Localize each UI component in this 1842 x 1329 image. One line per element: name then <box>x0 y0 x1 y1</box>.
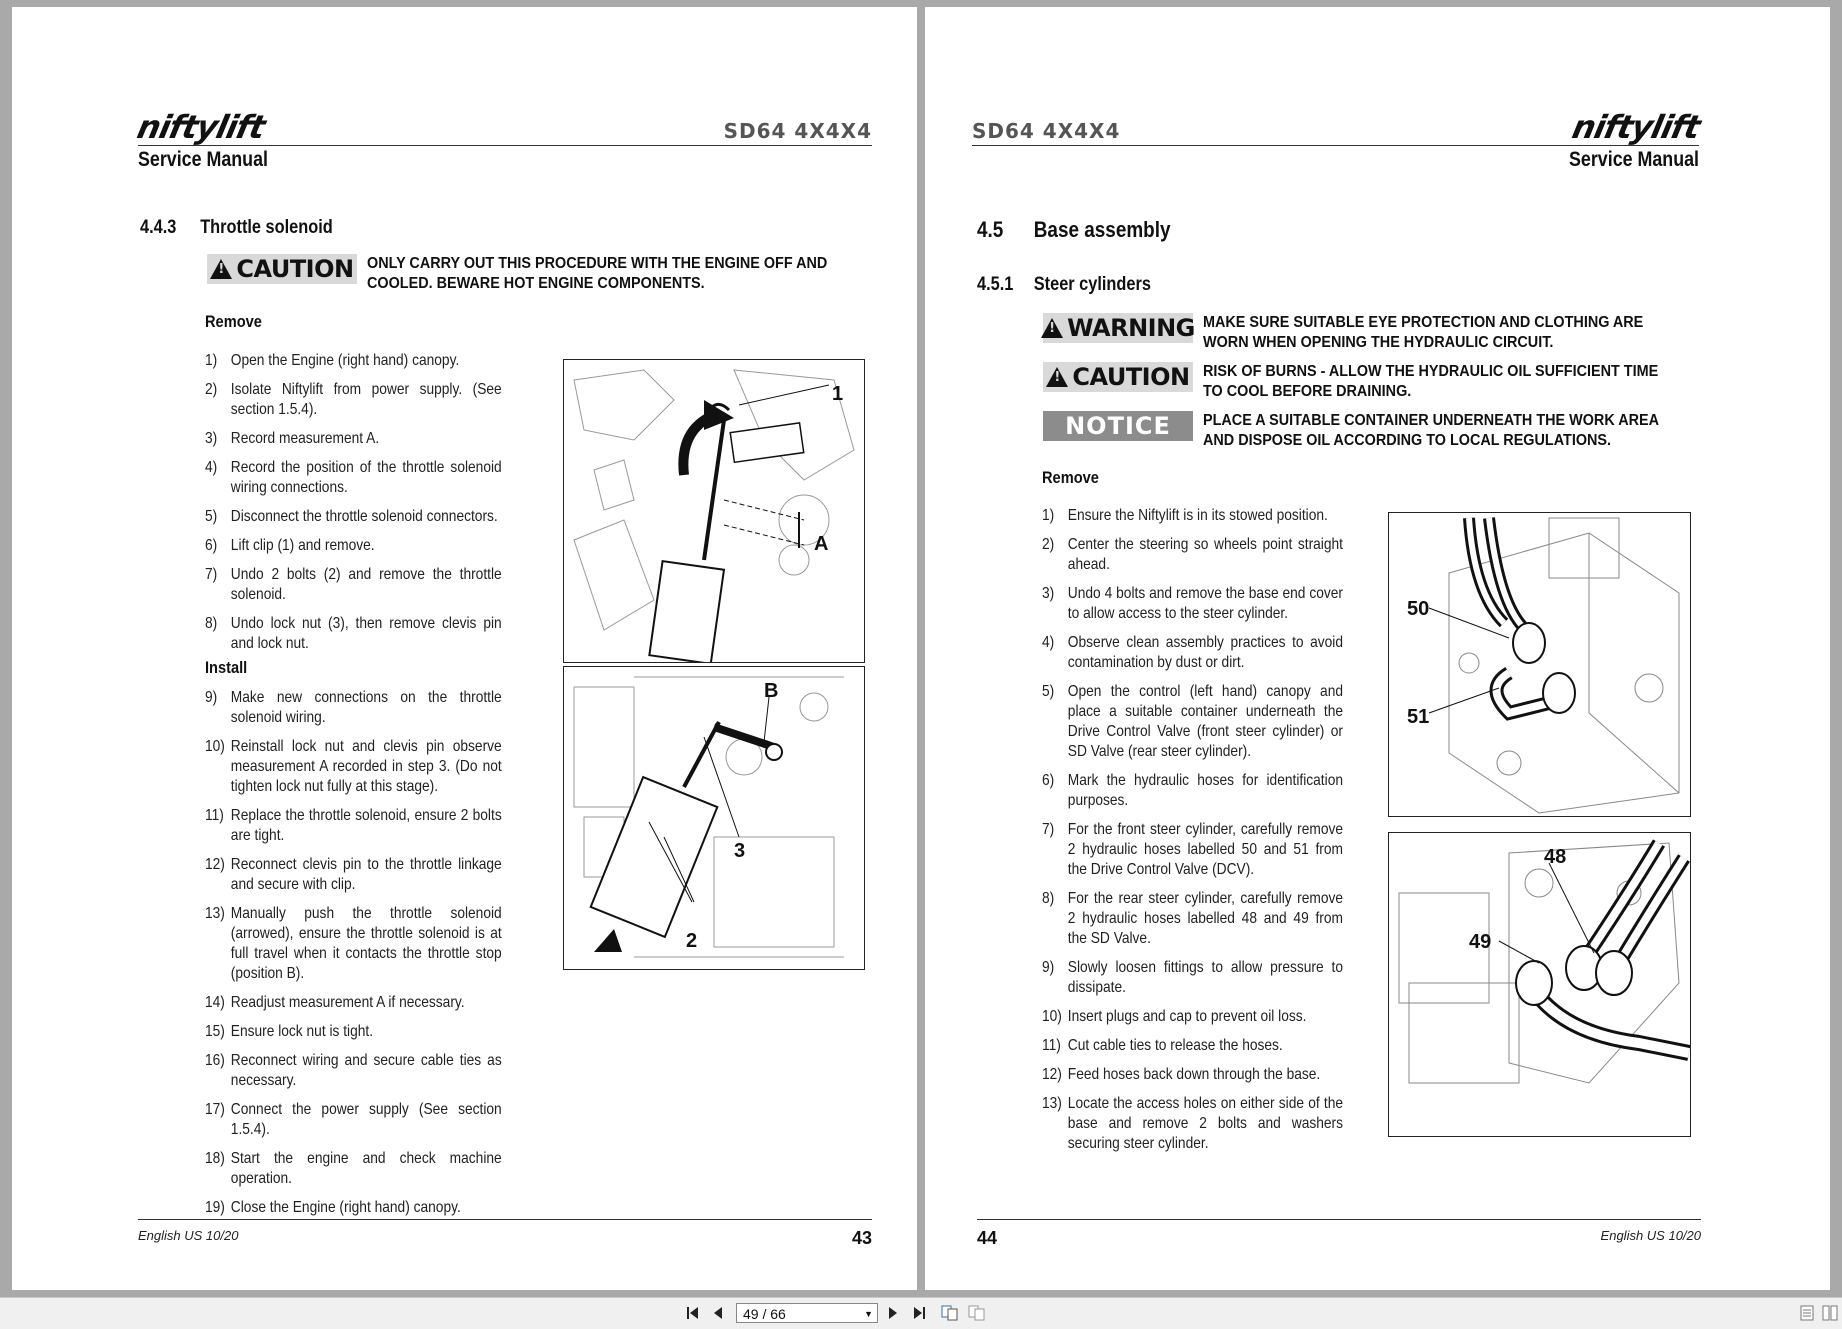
first-page-button[interactable] <box>684 1304 702 1322</box>
warning-text: MAKE SURE SUITABLE EYE PROTECTION AND CLOTHING ARE WORN WHEN OPENING THE HYDRAULIC CIRCUIT. <box>1203 314 1644 351</box>
step-item <box>1042 584 1343 624</box>
step-number: 19) <box>205 1199 225 1216</box>
step-item <box>1042 1007 1343 1027</box>
step-item <box>205 806 502 846</box>
step-text: Open the Engine (right hand) canopy. <box>230 352 460 369</box>
step-item <box>1042 1036 1343 1056</box>
step-text: Open the control (left hand) canopy and place a suitable container underneath the Drive Control Valve (front steer cylinder) or SD Valve (rear steer cylinder). <box>1067 683 1343 760</box>
callout-51: 51 <box>1407 706 1430 728</box>
step-item <box>205 904 502 984</box>
next-page-icon <box>887 1306 899 1320</box>
step-number: 18) <box>205 1150 225 1167</box>
step-text: Record the position of the throttle solenoid wiring connections. <box>230 459 502 496</box>
two-page-view-icon <box>941 1305 959 1321</box>
step-item <box>205 614 502 654</box>
step-item <box>205 1022 502 1042</box>
section-number: 4.4.3 <box>140 217 177 238</box>
step-number: 13) <box>1042 1095 1062 1112</box>
callout-3: 3 <box>734 840 746 862</box>
caution-text: ONLY CARRY OUT THIS PROCEDURE WITH THE ENGINE OFF AND COOLED. BEWARE HOT ENGINE COMPONENTS. <box>367 255 828 292</box>
step-number: 15) <box>205 1023 225 1040</box>
step-text: Record measurement A. <box>230 430 380 447</box>
page-number: 44 <box>977 1228 998 1248</box>
steer-cylinder-dcv-figure <box>1388 512 1691 817</box>
step-number: 12) <box>205 856 225 873</box>
step-item <box>205 688 502 728</box>
step-text: Connect the power supply (See section 1.5.4). <box>230 1101 502 1138</box>
step-item <box>205 536 502 556</box>
next-page-button[interactable] <box>884 1304 902 1322</box>
callout-48: 48 <box>1544 846 1567 868</box>
page-header <box>133 107 872 172</box>
notice-box <box>1043 411 1723 451</box>
step-text: Undo 2 bolts (2) and remove the throttle solenoid. <box>230 566 502 603</box>
callout-2: 2 <box>686 930 698 952</box>
step-number: 8) <box>1042 890 1055 907</box>
single-page-view-button[interactable] <box>1798 1304 1816 1322</box>
step-item <box>1042 682 1343 762</box>
section-title: Base assembly <box>1033 217 1171 242</box>
step-text: Make new connections on the throttle solenoid wiring. <box>230 689 502 726</box>
footer-language: English US 10/20 <box>1600 1228 1701 1243</box>
step-item <box>1042 1094 1343 1154</box>
step-number: 14) <box>205 994 225 1011</box>
pages-icon <box>1822 1305 1838 1321</box>
step-text: Ensure lock nut is tight. <box>230 1023 374 1040</box>
remove-steps-list <box>1042 506 1343 1163</box>
step-item <box>1042 1065 1343 1085</box>
caution-text: RISK OF BURNS - ALLOW THE HYDRAULIC OIL SUFFICIENT TIME TO COOL BEFORE DRAINING. <box>1203 363 1659 400</box>
step-number: 2) <box>1042 536 1055 553</box>
step-text: Reconnect wiring and secure cable ties as necessary. <box>230 1052 502 1089</box>
step-item <box>1042 820 1343 880</box>
model-title: SD64 4X4X4 <box>972 119 1121 143</box>
page-header <box>972 107 1704 172</box>
step-item <box>205 351 502 371</box>
step-text: Isolate Niftylift from power supply. (See section 1.5.4). <box>230 381 502 418</box>
install-steps-list <box>205 688 502 1227</box>
step-number: 3) <box>1042 585 1055 602</box>
page-43 <box>12 7 917 1290</box>
step-text: Center the steering so wheels point straight ahead. <box>1067 536 1343 573</box>
section-heading <box>977 217 1171 243</box>
step-text: Slowly loosen fittings to allow pressure to dissipate. <box>1067 959 1343 996</box>
step-text: For the front steer cylinder, carefully remove 2 hydraulic hoses labelled 50 and 51 from the Drive Control Valve (DCV). <box>1067 821 1343 878</box>
step-text: Locate the access holes on either side of the base and remove 2 bolts and washers securing steer cylinder. <box>1067 1095 1343 1152</box>
step-item <box>205 1100 502 1140</box>
caution-box <box>1043 362 1723 402</box>
warning-triangle-icon <box>210 259 232 279</box>
footer-language: English US 10/20 <box>138 1228 239 1243</box>
subsection-number: 4.5.1 <box>977 274 1014 295</box>
step-number: 4) <box>1042 634 1055 651</box>
steer-cylinder-sd-valve-figure <box>1388 832 1691 1137</box>
step-text: For the rear steer cylinder, carefully remove 2 hydraulic hoses labelled 48 and 49 from the SD Valve. <box>1067 890 1343 947</box>
chevron-down-icon: ▼ <box>864 1309 873 1319</box>
caution-badge: ! CAUTION <box>1043 362 1193 392</box>
callout-49: 49 <box>1469 931 1492 953</box>
step-number: 6) <box>205 537 218 554</box>
step-number: 9) <box>1042 959 1055 976</box>
facing-pages-view-button[interactable] <box>1821 1304 1839 1322</box>
page-footer <box>977 1219 1701 1249</box>
step-number: 4) <box>205 459 218 476</box>
step-item <box>1042 771 1343 811</box>
step-text: Ensure the Niftylift is in its stowed position. <box>1067 507 1328 524</box>
step-number: 10) <box>1042 1008 1062 1025</box>
warning-box <box>1043 313 1723 353</box>
step-number: 9) <box>205 689 218 706</box>
remove-heading: Remove <box>205 312 262 331</box>
throttle-solenoid-figure-2 <box>563 666 865 970</box>
step-item <box>1042 958 1343 998</box>
warning-triangle-icon <box>1046 367 1068 387</box>
step-item <box>205 507 502 527</box>
last-page-button[interactable] <box>910 1304 928 1322</box>
step-text: Insert plugs and cap to prevent oil loss. <box>1067 1008 1307 1025</box>
step-text: Observe clean assembly practices to avoid contamination by dust or dirt. <box>1067 634 1343 671</box>
first-page-icon <box>686 1306 700 1320</box>
step-number: 13) <box>205 905 225 922</box>
step-text: Replace the throttle solenoid, ensure 2 bolts are tight. <box>230 807 502 844</box>
warning-badge: ! WARNING <box>1043 313 1193 343</box>
step-item <box>205 737 502 797</box>
step-text: Close the Engine (right hand) canopy. <box>230 1199 461 1216</box>
step-number: 5) <box>205 508 218 525</box>
install-heading: Install <box>205 658 248 677</box>
service-manual-title: Service Manual <box>1569 148 1699 171</box>
step-number: 1) <box>1042 507 1055 524</box>
step-text: Lift clip (1) and remove. <box>230 537 375 554</box>
previous-page-icon <box>712 1306 724 1320</box>
step-item <box>205 1198 502 1218</box>
callout-50: 50 <box>1407 598 1430 620</box>
page-icon <box>1800 1305 1814 1321</box>
subsection-heading <box>977 274 1151 296</box>
page-number-select[interactable]: 49 / 66 ▼ <box>736 1303 878 1323</box>
subsection-title: Steer cylinders <box>1033 274 1151 295</box>
page-44 <box>925 7 1830 1290</box>
page-number: 43 <box>851 1228 872 1248</box>
section-number: 4.5 <box>977 217 1004 242</box>
step-number: 7) <box>205 566 218 583</box>
callout-a: A <box>814 533 829 555</box>
step-text: Mark the hydraulic hoses for identification purposes. <box>1067 772 1343 809</box>
step-number: 11) <box>1042 1037 1061 1054</box>
continuous-view-button[interactable] <box>968 1304 986 1322</box>
viewer-toolbar <box>0 1297 1842 1329</box>
section-title: Throttle solenoid <box>200 217 333 238</box>
step-text: Undo lock nut (3), then remove clevis pin and lock nut. <box>230 615 502 652</box>
remove-steps-list <box>205 351 502 663</box>
two-page-view-button[interactable] <box>941 1304 959 1322</box>
step-text: Cut cable ties to release the hoses. <box>1067 1037 1283 1054</box>
step-item <box>205 1051 502 1091</box>
service-manual-title: Service Manual <box>138 148 268 171</box>
step-item <box>1042 506 1343 526</box>
step-item <box>1042 633 1343 673</box>
step-item <box>205 429 502 449</box>
step-number: 11) <box>205 807 224 824</box>
niftylift-logo: niftylift <box>1568 108 1704 146</box>
step-item <box>205 993 502 1013</box>
step-number: 8) <box>205 615 218 632</box>
step-text: Reinstall lock nut and clevis pin observe measurement A recorded in step 3. (Do not tighten lock nut fully at this stage). <box>230 738 502 795</box>
section-heading <box>140 217 333 239</box>
remove-heading: Remove <box>1042 468 1099 487</box>
page-footer <box>138 1219 872 1249</box>
callout-b: B <box>764 680 779 702</box>
step-number: 17) <box>205 1101 225 1118</box>
step-item <box>205 855 502 895</box>
model-title: SD64 4X4X4 <box>723 119 872 143</box>
step-text: Disconnect the throttle solenoid connectors. <box>230 508 498 525</box>
step-text: Manually push the throttle solenoid (arrowed), ensure the throttle solenoid is at full travel when it contacts the throttle stop (position B). <box>230 905 502 982</box>
callout-1: 1 <box>832 383 844 405</box>
step-number: 10) <box>205 738 225 755</box>
step-number: 6) <box>1042 772 1055 789</box>
warning-triangle-icon <box>1041 318 1063 338</box>
step-number: 5) <box>1042 683 1055 700</box>
step-number: 3) <box>205 430 218 447</box>
step-text: Feed hoses back down through the base. <box>1067 1066 1321 1083</box>
step-item <box>205 1149 502 1189</box>
step-text: Readjust measurement A if necessary. <box>230 994 465 1011</box>
step-item <box>1042 889 1343 949</box>
step-item <box>205 380 502 420</box>
continuous-view-icon <box>968 1305 986 1321</box>
caution-box <box>207 254 912 294</box>
step-text: Undo 4 bolts and remove the base end cover to allow access to the steer cylinder. <box>1067 585 1343 622</box>
step-text: Start the engine and check machine operation. <box>230 1150 502 1187</box>
throttle-solenoid-figure-1 <box>563 359 865 663</box>
last-page-icon <box>912 1306 926 1320</box>
step-number: 12) <box>1042 1066 1062 1083</box>
niftylift-logo: niftylift <box>133 108 269 146</box>
step-item <box>205 565 502 605</box>
step-number: 16) <box>205 1052 225 1069</box>
caution-badge: ! CAUTION <box>207 254 357 284</box>
step-item <box>1042 535 1343 575</box>
step-number: 1) <box>205 352 218 369</box>
notice-text: PLACE A SUITABLE CONTAINER UNDERNEATH THE WORK AREA AND DISPOSE OIL ACCORDING TO LOCAL REGULATIONS. <box>1203 412 1659 449</box>
previous-page-button[interactable] <box>709 1304 727 1322</box>
step-number: 7) <box>1042 821 1055 838</box>
step-text: Reconnect clevis pin to the throttle linkage and secure with clip. <box>230 856 502 893</box>
notice-badge: NOTICE <box>1043 411 1193 441</box>
step-number: 2) <box>205 381 218 398</box>
step-item <box>205 458 502 498</box>
